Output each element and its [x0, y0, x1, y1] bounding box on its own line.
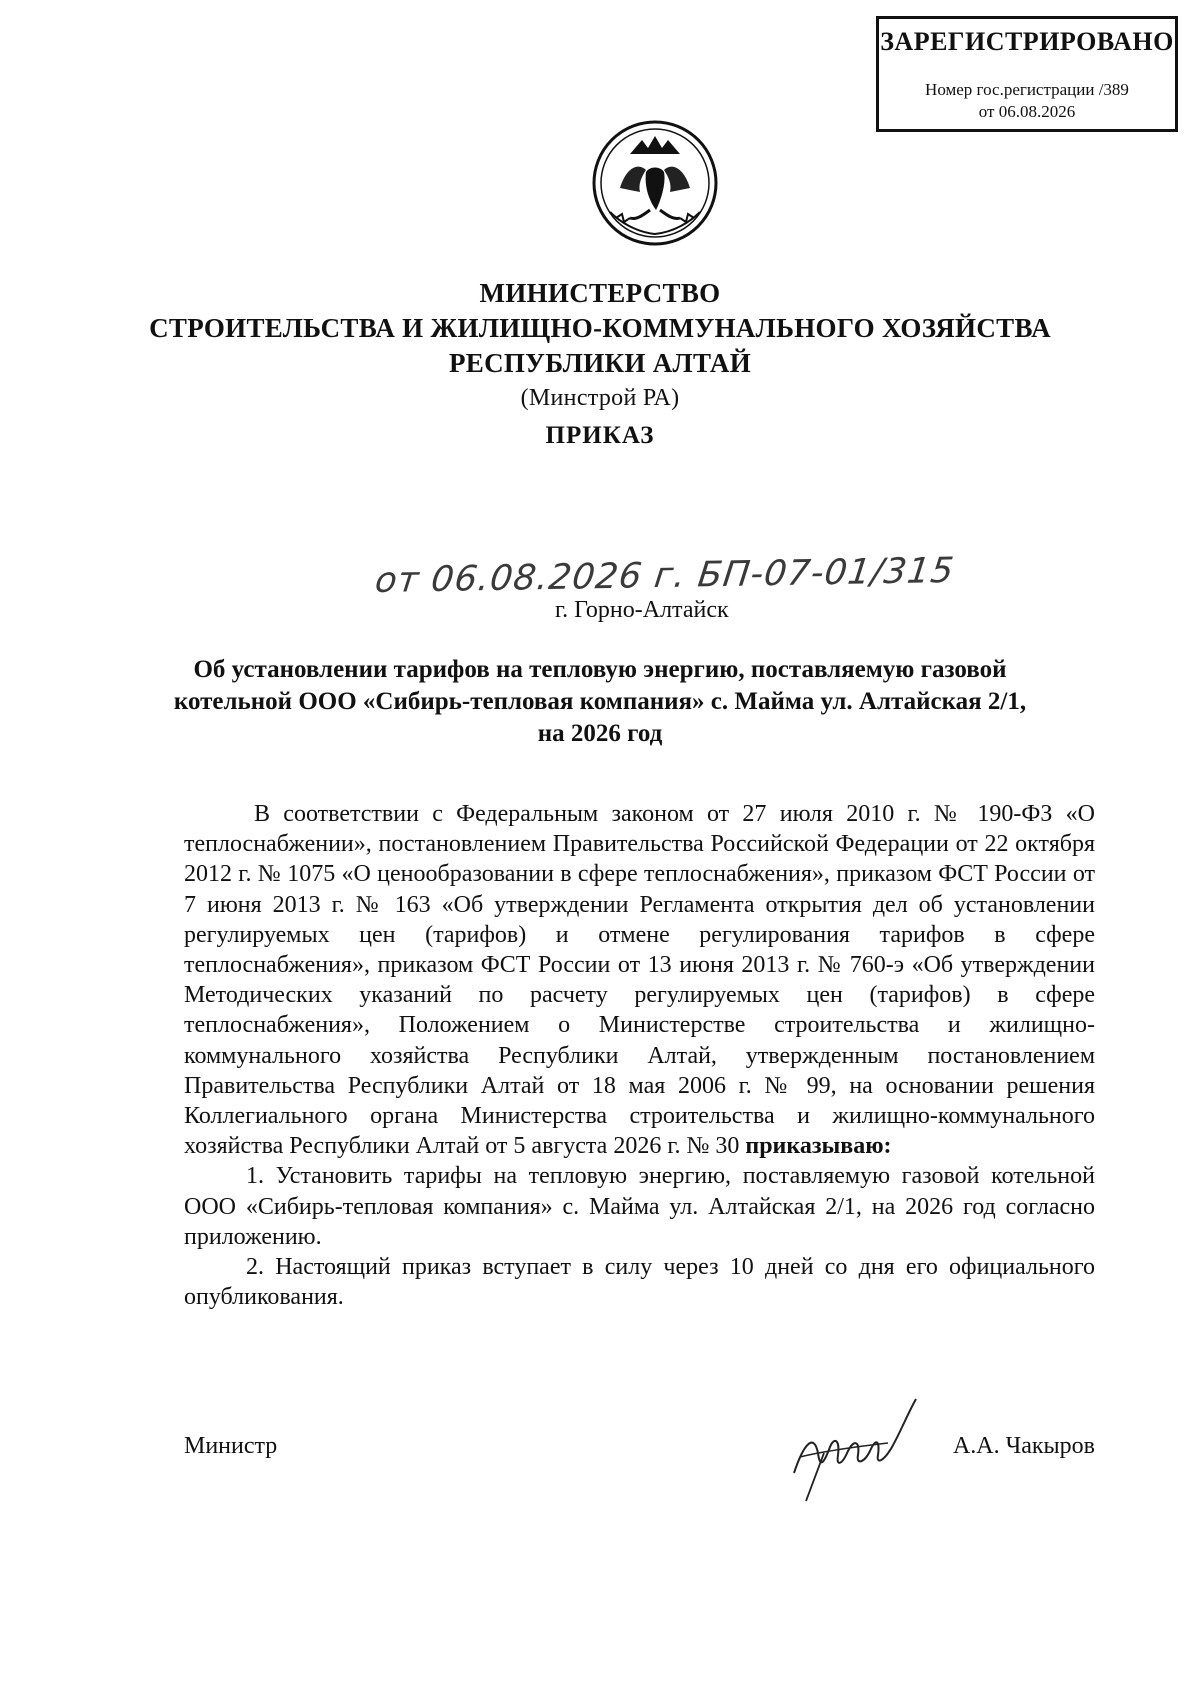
subject-line-3: на 2026 год [537, 720, 663, 747]
coat-of-arms-icon [590, 118, 720, 248]
handwritten-signature [784, 1393, 934, 1503]
stamp-reg-number: Номер гос.регистрации /389 [925, 80, 1129, 99]
signatory-name: А.А. Чакыров [952, 1433, 1095, 1459]
order-word: приказываю: [745, 1133, 892, 1160]
preamble-paragraph [184, 799, 1095, 1161]
order-point-2: 2. Настоящий приказ вступает в силу через 10 дней со дня его официального опубликования. [184, 1254, 1095, 1311]
order-body [184, 799, 1095, 1312]
order-title: ПРИКАЗ [545, 422, 655, 449]
subject-line-1: Об установлении тарифов на тепловую энергию, поставляемую газовой [193, 656, 1007, 683]
signatory-position: Министр [184, 1433, 278, 1459]
handwritten-date-number: от 06.08.2026 г. БП-07-01/315 [372, 550, 957, 602]
preamble-text: В соответствии с Федеральным законом от 27 июля 2010 г. № 190-ФЗ «О теплоснабжении», постановлением Правительства Российской Федерации от 22 октября 2012 г. № 1075 «О ценообразовании в сфере теплоснабжения», приказом ФСТ России от 7 июня 2013 г. № 163 «Об утверждении Регламента открытия дел об установлении регулируемых цен (тарифов) и отмене регулирования тарифов в сфере теплоснабжения», приказом ФСТ России от 13 июня 2013 г. № 760-э «Об утверждении Методических указаний по расчету регулируемых цен (тарифов) в сфере теплоснабжения», Положением о Министерстве строительства и жилищно-коммунального хозяйства Республики Алтай, утвержденным постановлением Правительства Республики Алтай от 18 мая 2006 г. № 99, на основании решения Коллегиального органа Министерства строительства и жилищно-коммунального хозяйства Республики Алтай от 5 августа 2026 г. № 30 [184, 801, 1095, 1160]
ministry-header [0, 276, 1200, 416]
order-subject [0, 654, 1200, 750]
stamp-reg-date: от 06.08.2026 [978, 102, 1076, 121]
order-point-1: 1. Установить тарифы на тепловую энергию, поставляемую газовой котельной ООО «Сибирь-тепловая компания» с. Майма ул. Алтайская 2/1, на 2026 год согласно приложению. [184, 1163, 1095, 1250]
city: г. Горно-Алтайск [555, 597, 729, 623]
registration-stamp [876, 16, 1178, 132]
stamp-title: ЗАРЕГИСТРИРОВАНО [880, 27, 1174, 56]
ministry-line-1: МИНИСТЕРСТВО [479, 278, 721, 308]
ministry-abbreviation: (Минстрой РА) [520, 385, 680, 411]
ministry-line-2: СТРОИТЕЛЬСТВА И ЖИЛИЩНО-КОММУНАЛЬНОГО ХОЗЯЙСТВА [149, 313, 1051, 343]
subject-line-2: котельной ООО «Сибирь-тепловая компания» с. Майма ул. Алтайская 2/1, [173, 688, 1027, 715]
ministry-line-3: РЕСПУБЛИКИ АЛТАЙ [448, 348, 752, 378]
